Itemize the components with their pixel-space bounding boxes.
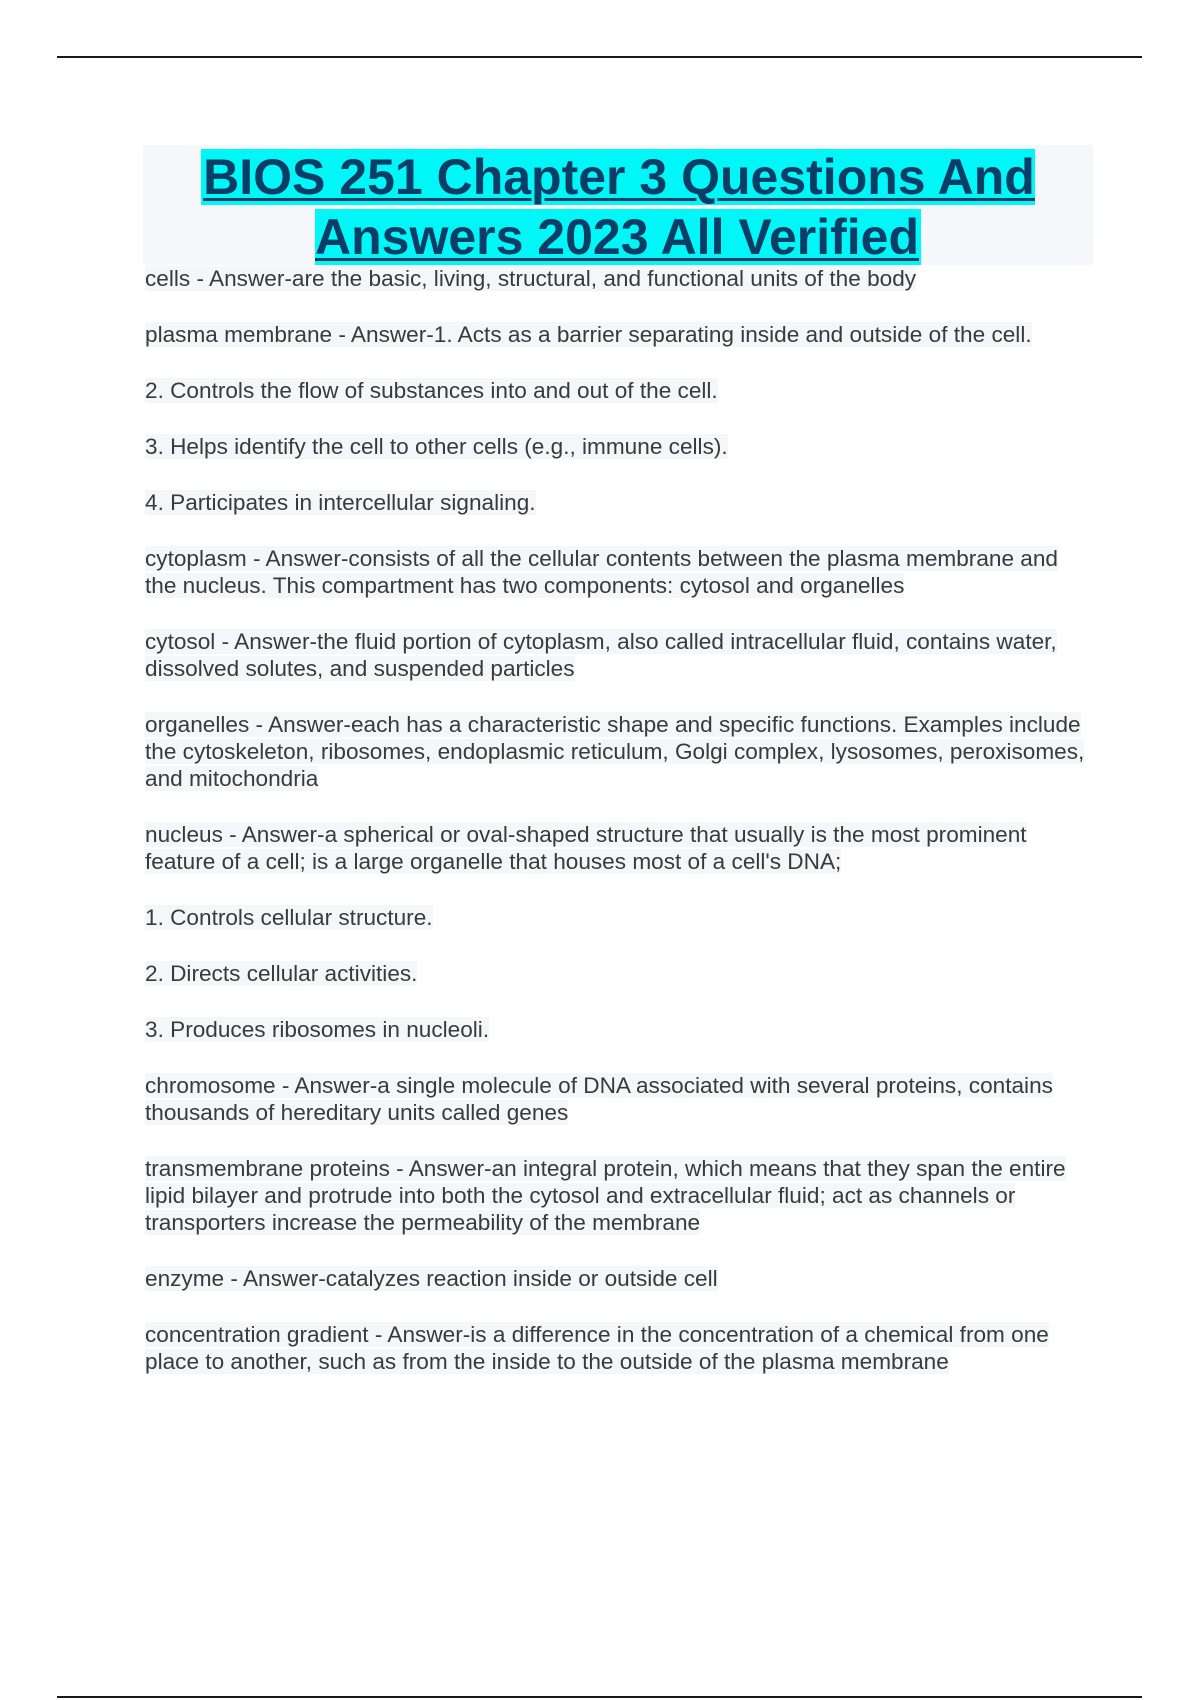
entry-plasma-membrane-2: 2. Controls the flow of substances into and out of the cell. [145,378,718,403]
bottom-rule [57,1696,1142,1698]
document-title [143,147,1093,267]
entry-plasma-membrane-3: 3. Helps identify the cell to other cells (e.g., immune cells). [145,434,728,459]
entry-nucleus-2: 2. Directs cellular activities. [145,961,418,986]
entry-nucleus: nucleus - Answer-a spherical or oval-shaped structure that usually is the most prominent feature of a cell; is a large organelle that houses most of a cell's DNA; [145,822,1027,874]
entry-cytoplasm: cytoplasm - Answer-consists of all the cellular contents between the plasma membrane and the nucleus. This compartment has two components: cytosol and organelles [145,546,1058,598]
top-rule [57,56,1142,58]
entry-transmembrane-proteins: transmembrane proteins - Answer-an integral protein, which means that they span the entire lipid bilayer and protrude into both the cytosol and extracellular fluid; act as channels or transporters increase the permeability of the membrane [145,1156,1066,1235]
entry-nucleus-1: 1. Controls cellular structure. [145,905,433,930]
title-highlight: BIOS 251 Chapter 3 Questions And Answers 2023 All Verified [203,149,1035,265]
document-body [145,265,1090,1404]
entry-plasma-membrane-4: 4. Participates in intercellular signaling. [145,490,536,515]
entry-cells: cells - Answer-are the basic, living, structural, and functional units of the body [145,266,917,291]
entry-plasma-membrane: plasma membrane - Answer-1. Acts as a barrier separating inside and outside of the cell. [145,322,1032,347]
entry-nucleus-3: 3. Produces ribosomes in nucleoli. [145,1017,490,1042]
entry-cytosol: cytosol - Answer-the fluid portion of cytoplasm, also called intracellular fluid, contains water, dissolved solutes, and suspended particles [145,629,1057,681]
entry-enzyme: enzyme - Answer-catalyzes reaction inside or outside cell [145,1266,718,1291]
entry-concentration-gradient: concentration gradient - Answer-is a difference in the concentration of a chemical from one place to another, such as from the inside to the outside of the plasma membrane [145,1322,1049,1374]
entry-chromosome: chromosome - Answer-a single molecule of DNA associated with several proteins, contains thousands of hereditary units called genes [145,1073,1053,1125]
entry-organelles: organelles - Answer-each has a characteristic shape and specific functions. Examples include the cytoskeleton, ribosomes, endoplasmic reticulum, Golgi complex, lysosomes, peroxisomes, and mitochondria [145,712,1085,791]
